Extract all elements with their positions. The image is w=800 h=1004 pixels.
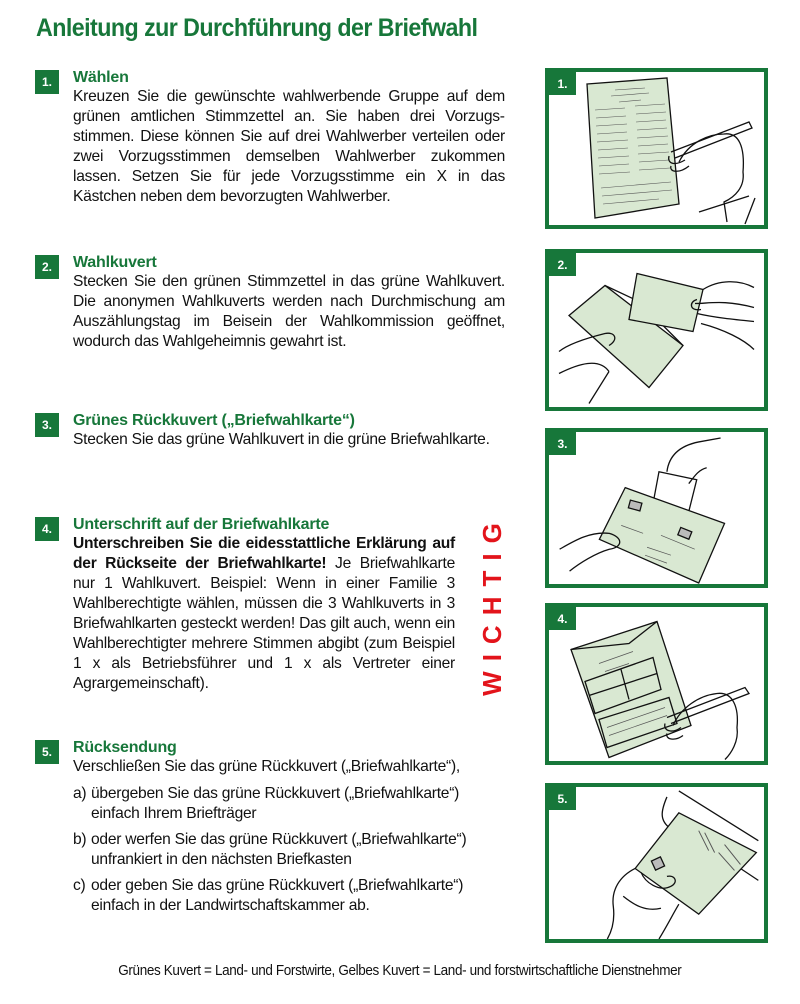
step-text: Stecken Sie den grünen Stimmzettel in das grüne Wahlkuvert. Die anonymen Wahlkuverts werden nach Durchmischung am Auszählungstag im Beisein der Wahlkommission geöffnet, wodurch das Wahlgeheimnis gewahrt ist. bbox=[73, 273, 505, 350]
step-number-badge: 2. bbox=[35, 255, 59, 279]
step-4 bbox=[35, 515, 455, 694]
step-text bbox=[73, 534, 455, 694]
return-option-b: b) oder werfen Sie das grüne Rückkuvert („Briefwahlkarte“) unfrankiert in den nächsten Briefkasten bbox=[73, 831, 467, 868]
step-text: Kreuzen Sie die gewünschte wahlwerbende Gruppe auf dem grünen amtlichen Stimmzettel an. Sie haben drei Vorzugsstimmen. Diese können Sie auf drei Wahlwerber verteilen oder zwei Vorzugsstimmen demselben Wahlwerber zukommen lassen. Setzen Sie für jede Vorzugsstimme ein X in das Kästchen neben dem bevorzugten Wahlwerber. bbox=[73, 88, 505, 205]
step-text: Stecken Sie das grüne Wahlkuvert in die grüne Briefwahlkarte. bbox=[73, 431, 490, 448]
step-number-badge: 1. bbox=[35, 70, 59, 94]
ballot-into-envelope-illustration-icon bbox=[549, 253, 764, 407]
step-heading: Grünes Rückkuvert („Briefwahlkarte“) bbox=[73, 412, 355, 429]
step-2 bbox=[35, 253, 505, 352]
step-text-rest: Je Briefwahlkarte nur 1 Wahlkuvert. Beispiel: Wenn in einer Familie 3 Wahlberechtigte wählen, müssen die 3 Wahlkuverts in 3 Briefwahlkarten gesteckt werden! Das gilt auch, wenn ein Wahlberechtigter mehrere Stimmen abgibt (zum Beispiel 1 x als Betriebsführer und 1 x als Vertreter einer Agrargemeinschaft). bbox=[73, 555, 456, 692]
return-option-a: a) übergeben Sie das grüne Rückkuvert („Briefwahlkarte“) einfach Ihrem Briefträger bbox=[73, 785, 460, 822]
illustration-panel-5 bbox=[545, 783, 768, 943]
illustration-panel-1 bbox=[545, 68, 768, 229]
return-option-c: c) oder geben Sie das grüne Rückkuvert („Briefwahlkarte“) einfach in der Landwirtschaftskammer ab. bbox=[73, 877, 464, 914]
return-options-list bbox=[73, 784, 505, 916]
ballot-marking-illustration-icon bbox=[549, 72, 764, 225]
panel-number-tab: 3. bbox=[549, 432, 576, 455]
step-text-emphasis: Unterschreiben Sie die eidesstattliche Erklärung auf der Rückseite der Briefwahlkarte! bbox=[73, 535, 455, 572]
envelope-color-legend: Grünes Kuvert = Land- und Forstwirte, Gelbes Kuvert = Land- und forstwirtschaftliche Dienstnehmer bbox=[118, 962, 682, 979]
illustration-panel-3 bbox=[545, 428, 768, 588]
step-3 bbox=[35, 411, 505, 450]
step-heading: Wahlkuvert bbox=[73, 254, 157, 271]
panel-number-tab: 5. bbox=[549, 787, 576, 810]
step-number-badge: 4. bbox=[35, 517, 59, 541]
panel-number-tab: 4. bbox=[549, 607, 576, 630]
step-5 bbox=[35, 738, 505, 922]
page-title: Anleitung zur Durchführung der Briefwahl bbox=[36, 14, 478, 42]
panel-number-tab: 1. bbox=[549, 72, 576, 95]
important-label: WICHTIG bbox=[476, 512, 507, 696]
illustration-panel-4 bbox=[545, 603, 768, 765]
panel-number-tab: 2. bbox=[549, 253, 576, 276]
envelope-into-return-card-illustration-icon bbox=[549, 432, 764, 584]
signing-return-card-illustration-icon bbox=[549, 607, 764, 761]
illustration-panel-2 bbox=[545, 249, 768, 411]
step-1 bbox=[35, 68, 505, 207]
step-number-badge: 5. bbox=[35, 740, 59, 764]
step-number-badge: 3. bbox=[35, 413, 59, 437]
step-heading: Wählen bbox=[73, 69, 129, 86]
step-heading: Unterschrift auf der Briefwahlkarte bbox=[73, 516, 330, 533]
step-text: Verschließen Sie das grüne Rückkuvert („Briefwahlkarte“), bbox=[73, 758, 461, 775]
step-heading: Rücksendung bbox=[73, 739, 177, 756]
posting-return-envelope-illustration-icon bbox=[549, 787, 764, 939]
